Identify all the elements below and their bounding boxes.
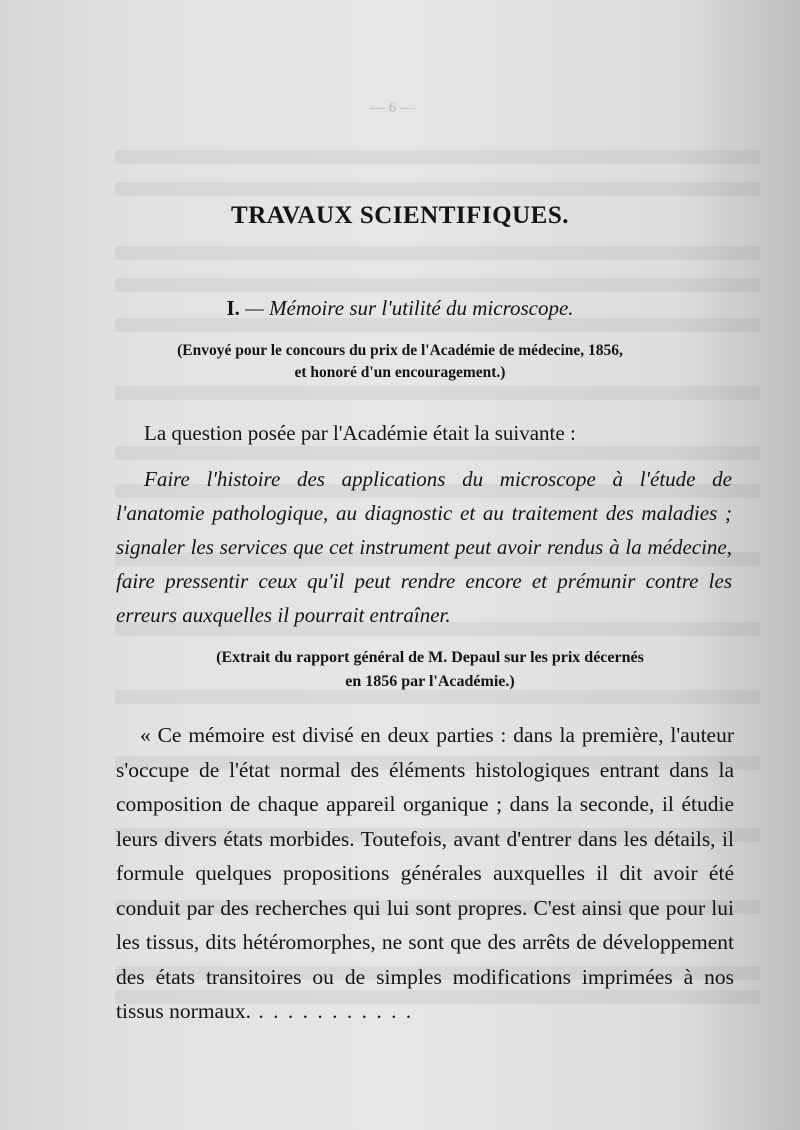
submission-note-line-1: (Envoyé pour le concours du prix de l'Académie de médecine, 1856, <box>177 342 623 359</box>
report-note-line-1: (Extrait du rapport général de M. Depaul sur les prix décernés <box>216 649 644 666</box>
question-text: Faire l'histoire des applications du microscope à l'étude de l'anatomie pathologique, au diagnostic et au traitement des maladies ; signaler les services que cet instrument peut avoir rendus à la médecine, faire pressentir ceux qu'il peut rendre encore et prémunir contre les erreurs auxquelles il pourrait entraîner. <box>116 467 732 627</box>
report-note <box>130 646 730 694</box>
section-number: I. <box>226 296 240 320</box>
body-text: « Ce mémoire est divisé en deux parties : dans la première, l'auteur s'occupe de l'état normal des éléments histologiques entrant dans la composition de chaque appareil organique ; dans la seconde, il étudie leurs divers états morbides. Toutefois, avant d'entrer dans les détails, il formule quelques propositions générales auxquelles il dit avoir été conduit par des recherches qui lui sont propres. C'est ainsi que pour lui les tissus, dits hétéromorphes, ne sont que des arrêts de développement des états transitoires ou de simples modifications imprimées à nos tissus normaux. <box>116 723 734 1023</box>
report-note-line-2: en 1856 par l'Académie.) <box>345 673 515 690</box>
section-heading <box>0 296 800 321</box>
page-title: TRAVAUX SCIENTIFIQUES. <box>231 202 569 229</box>
question-intro: La question posée par l'Académie était la suivante : <box>144 421 576 445</box>
body-paragraph <box>116 718 734 1029</box>
submission-note <box>120 340 680 384</box>
folio-show-through: — 6 — <box>370 100 415 116</box>
submission-note-line-2: et honoré d'un encouragement.) <box>294 364 506 381</box>
section-title: — Mémoire sur l'utilité du microscope. <box>245 296 574 320</box>
body-ellipsis: . . . . . . . . . . . <box>250 999 414 1023</box>
